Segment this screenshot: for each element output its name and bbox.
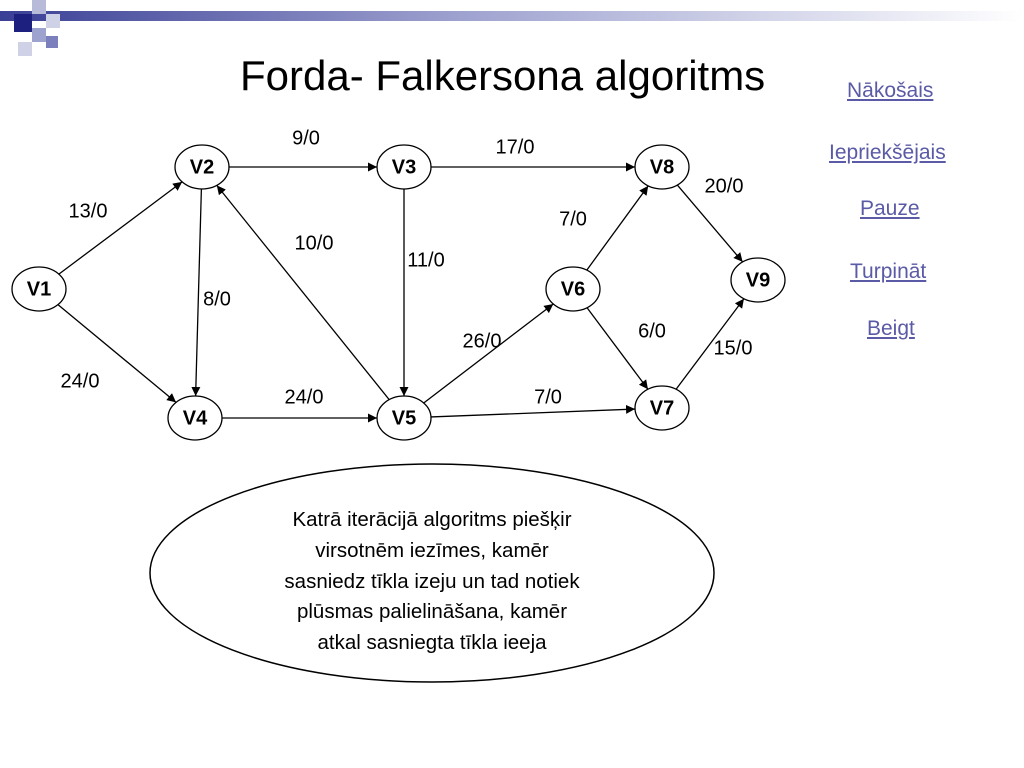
node-v8	[635, 145, 689, 189]
edge-label-v7-v9: 15/0	[713, 337, 753, 360]
pause-link[interactable]: Pauze	[860, 197, 920, 220]
edge-v1-v2	[59, 182, 182, 274]
node-v5	[377, 396, 431, 440]
algorithm-note: Katrā iterācijā algoritms piešķir virsotnēm iezīmes, kamēr sasniedz tīkla izeju un tad notiek plūsmas palielināšana, kamēr atkal sasniegta tīkla ieeja	[284, 508, 580, 654]
edge-label-v6-v8: 7/0	[559, 208, 587, 231]
edge-label-v5-v7: 7/0	[534, 386, 562, 409]
node-v9	[731, 258, 785, 302]
node-label: V3	[391, 156, 417, 179]
node-v6	[546, 267, 600, 311]
edge-label-v1-v4: 24/0	[60, 370, 100, 393]
node-label: V1	[26, 278, 52, 301]
node-v4	[168, 396, 222, 440]
node-v2	[175, 145, 229, 189]
edge-label-v8-v9: 20/0	[704, 175, 744, 198]
node-label: V9	[745, 269, 771, 292]
edge-label-v5-v2: 10/0	[294, 232, 334, 255]
node-label: V4	[182, 407, 208, 430]
edge-label-v3-v5: 11/0	[407, 249, 445, 272]
edge-label-v6-v7: 6/0	[638, 320, 666, 343]
edge-v5-v2	[217, 185, 389, 399]
node-v7	[635, 386, 689, 430]
edge-v6-v8	[587, 186, 648, 270]
edge-label-v2-v3: 9/0	[292, 127, 320, 150]
edge-label-v5-v6: 26/0	[462, 330, 502, 353]
next-link[interactable]: Nākošais	[847, 79, 934, 102]
edge-v2-v4	[196, 189, 202, 396]
node-label: V5	[391, 407, 417, 430]
node-label: V8	[649, 156, 675, 179]
continue-link[interactable]: Turpināt	[850, 260, 927, 283]
edge-label-v4-v5: 24/0	[284, 386, 324, 409]
node-label: V2	[189, 156, 215, 179]
node-label: V7	[649, 397, 675, 420]
edge-label-v3-v8: 17/0	[495, 136, 535, 159]
previous-link[interactable]: Iepriekšējais	[829, 141, 946, 164]
slide-title: Forda- Falkersona algoritms	[240, 52, 766, 99]
edge-label-v1-v2: 13/0	[68, 200, 108, 223]
end-link[interactable]: Beigt	[867, 317, 915, 340]
edge-v5-v7	[431, 409, 635, 417]
node-v3	[377, 145, 431, 189]
edge-label-v2-v4: 8/0	[203, 288, 231, 311]
node-v1	[12, 267, 66, 311]
node-label: V6	[560, 278, 586, 301]
